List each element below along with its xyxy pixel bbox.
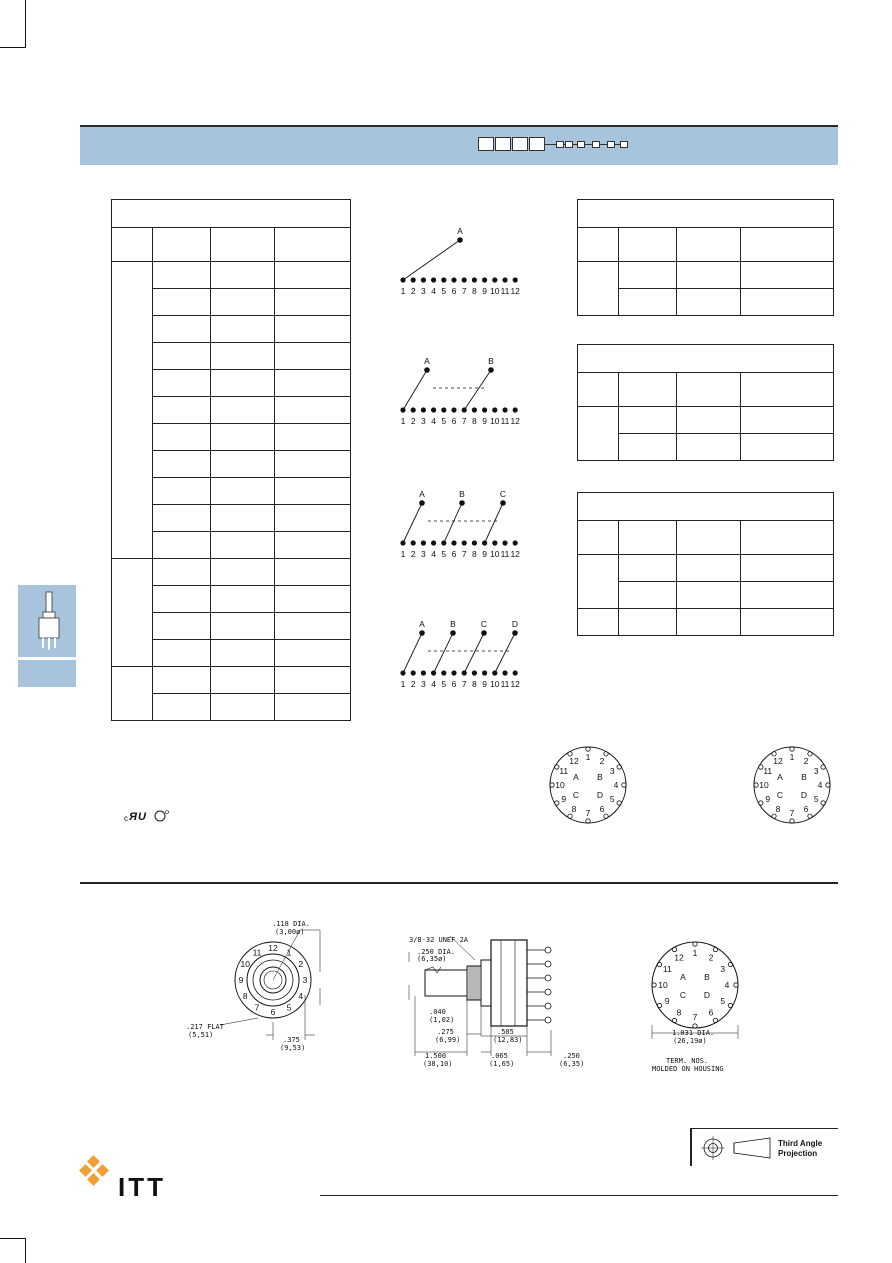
ordering-table-left bbox=[111, 199, 351, 721]
section-divider bbox=[80, 882, 838, 884]
contact-dot bbox=[492, 540, 497, 545]
terminal-number: 12 bbox=[773, 755, 783, 766]
terminal-number: 7 bbox=[692, 1012, 698, 1022]
contact-dot bbox=[431, 407, 436, 412]
contact-dot bbox=[472, 407, 477, 412]
dim-text: .250 DIA. bbox=[417, 948, 455, 956]
terminal-number: 3 bbox=[720, 964, 726, 974]
svg-text:U: U bbox=[138, 811, 146, 823]
dim-text: (1,65) bbox=[489, 1060, 515, 1068]
contact-number: 5 bbox=[441, 679, 447, 689]
contact-number: 6 bbox=[451, 679, 457, 689]
ul-cert-icon bbox=[124, 808, 178, 824]
contact-dot bbox=[411, 540, 416, 545]
pole-label: A bbox=[457, 226, 463, 236]
contact-number: 1 bbox=[400, 286, 406, 296]
contact-dot bbox=[513, 277, 518, 282]
terminal-lug bbox=[728, 962, 732, 966]
dim-text: .040 bbox=[429, 1008, 446, 1016]
note-text: TERM. NOS. bbox=[666, 1057, 709, 1065]
contact-number: 7 bbox=[461, 549, 467, 559]
terminal-lug bbox=[728, 1003, 732, 1007]
terminal-number: 8 bbox=[571, 804, 577, 815]
part-number-box bbox=[495, 137, 511, 151]
contact-number: 8 bbox=[472, 679, 477, 689]
contact-number: 10 bbox=[490, 286, 500, 296]
dial-number: 8 bbox=[242, 991, 248, 1001]
pole-label: D bbox=[511, 619, 519, 629]
dial-number: 6 bbox=[270, 1007, 276, 1017]
common-terminal-label: D bbox=[703, 990, 711, 1000]
contact-dot bbox=[482, 670, 487, 675]
terminal-lug bbox=[808, 752, 812, 756]
terminal-eye bbox=[545, 1017, 551, 1023]
dim-text: .375 bbox=[283, 1036, 300, 1044]
dial-number: 3 bbox=[302, 975, 308, 985]
terminal-number: 9 bbox=[765, 794, 771, 804]
dim-text: 3/8-32 UNEF 2A bbox=[409, 936, 469, 944]
part-number-option-box bbox=[607, 141, 615, 148]
contact-number: 12 bbox=[510, 416, 520, 426]
contact-number: 7 bbox=[461, 286, 467, 296]
contact-dot bbox=[421, 407, 426, 412]
contact-number: 11 bbox=[500, 286, 510, 296]
tab-divider bbox=[18, 657, 76, 660]
crop-mark bbox=[25, 0, 26, 48]
terminal-lug bbox=[713, 947, 717, 951]
footer-rule bbox=[320, 1195, 838, 1196]
contact-number: 3 bbox=[421, 416, 426, 426]
header-band bbox=[80, 125, 838, 165]
contact-dot bbox=[513, 540, 518, 545]
contact-dot bbox=[492, 277, 497, 282]
terminal-number: 9 bbox=[561, 794, 567, 804]
dim-text: .250 bbox=[563, 1052, 580, 1060]
contact-dot bbox=[472, 540, 477, 545]
pole-dot bbox=[450, 630, 456, 636]
part-number-option-box bbox=[577, 141, 585, 148]
terminal-number: 1 bbox=[585, 752, 591, 762]
contact-dot bbox=[462, 277, 467, 282]
contact-dot bbox=[472, 670, 477, 675]
contact-number: 8 bbox=[472, 549, 477, 559]
pole-arm bbox=[403, 503, 422, 543]
pole-dot bbox=[457, 237, 463, 243]
pole-arm bbox=[403, 240, 460, 280]
pole-label: C bbox=[499, 489, 507, 499]
terminal-lug bbox=[672, 947, 676, 951]
dial-number: 10 bbox=[240, 959, 251, 969]
terminal-lug bbox=[617, 765, 621, 769]
contact-number: 3 bbox=[421, 679, 426, 689]
contact-dot bbox=[451, 407, 456, 412]
contact-number: 9 bbox=[482, 416, 487, 426]
front-view-drawing bbox=[180, 910, 340, 1060]
contact-dot bbox=[441, 670, 446, 675]
dial-number: 1 bbox=[286, 947, 292, 958]
contact-dot bbox=[513, 670, 518, 675]
pole-dot bbox=[419, 630, 425, 636]
contact-number: 2 bbox=[410, 416, 416, 426]
contact-dot bbox=[451, 277, 456, 282]
common-terminal-label: B bbox=[801, 772, 807, 782]
rear-view-drawing bbox=[640, 935, 770, 1080]
dial-number: 4 bbox=[298, 991, 304, 1001]
contact-dot bbox=[502, 407, 507, 412]
dial-number: 9 bbox=[238, 975, 244, 985]
dim-text: (9,53) bbox=[280, 1044, 306, 1052]
pole-dot bbox=[459, 500, 465, 506]
part-number-option-box bbox=[592, 141, 600, 148]
pole-label: B bbox=[450, 619, 456, 629]
contact-dot bbox=[502, 277, 507, 282]
pole-dot bbox=[419, 500, 425, 506]
dim-text: (3,00ø) bbox=[275, 928, 305, 936]
common-terminal-label: A bbox=[573, 772, 579, 782]
terminal-number: 11 bbox=[662, 964, 672, 974]
terminal-number: 1 bbox=[692, 948, 698, 958]
contact-number: 5 bbox=[441, 416, 447, 426]
dim-text: (6,35ø) bbox=[417, 955, 447, 963]
terminal-number: 11 bbox=[559, 766, 569, 776]
contact-dot bbox=[411, 670, 416, 675]
pole-dot bbox=[481, 630, 487, 636]
contact-number: 7 bbox=[461, 679, 467, 689]
terminal-eye bbox=[545, 975, 551, 981]
pole-arm bbox=[464, 370, 491, 410]
part-number-box bbox=[529, 137, 545, 151]
dim-text: .217 FLAT bbox=[186, 1023, 224, 1031]
terminal-lug bbox=[568, 814, 572, 818]
pole-arm bbox=[434, 633, 453, 673]
crop-mark bbox=[25, 1238, 26, 1263]
common-terminal-label: C bbox=[572, 790, 580, 800]
terminal-number: 10 bbox=[555, 780, 565, 790]
pole-label: A bbox=[419, 489, 425, 499]
pole-arm bbox=[444, 503, 462, 543]
terminal-number: 2 bbox=[708, 952, 714, 963]
part-number-option-box bbox=[556, 141, 564, 148]
terminal-lug bbox=[821, 765, 825, 769]
terminal-diagram-a bbox=[545, 742, 631, 828]
pole-label: A bbox=[419, 619, 425, 629]
crop-mark bbox=[0, 47, 26, 48]
contact-number: 11 bbox=[500, 549, 510, 559]
terminal-number: 6 bbox=[708, 1007, 714, 1018]
contact-dot bbox=[492, 670, 497, 675]
ordering-table-right-2 bbox=[577, 344, 834, 461]
terminal-lug bbox=[604, 752, 608, 756]
contact-number: 3 bbox=[421, 286, 426, 296]
terminal-number: 8 bbox=[676, 1007, 682, 1018]
contact-number: 10 bbox=[490, 416, 500, 426]
contact-dot bbox=[472, 277, 477, 282]
terminal-lug bbox=[657, 1003, 661, 1007]
dim-text: (5,51) bbox=[188, 1031, 214, 1039]
contact-number: 1 bbox=[400, 679, 406, 689]
terminal-number: 2 bbox=[599, 755, 605, 766]
pole-arm bbox=[485, 503, 503, 543]
common-terminal-label: A bbox=[680, 972, 686, 982]
dial-number: 5 bbox=[286, 1002, 292, 1013]
contact-dot bbox=[462, 540, 467, 545]
terminal-eye bbox=[545, 961, 551, 967]
contact-number: 12 bbox=[510, 679, 520, 689]
schematics bbox=[395, 225, 535, 695]
svg-text:c: c bbox=[124, 814, 128, 823]
contact-dot bbox=[482, 407, 487, 412]
contact-number: 9 bbox=[482, 286, 487, 296]
pole-arm bbox=[403, 370, 427, 410]
terminal-number: 10 bbox=[759, 780, 769, 790]
terminal-eye bbox=[545, 947, 551, 953]
common-terminal-label: B bbox=[704, 972, 710, 982]
terminal-number: 5 bbox=[720, 996, 726, 1006]
dim-text: .275 bbox=[437, 1028, 454, 1036]
dim-text: 1.500 bbox=[425, 1052, 447, 1060]
contact-number: 4 bbox=[431, 286, 436, 296]
itt-logo-icon bbox=[78, 1155, 112, 1189]
dim-text: .065 bbox=[491, 1052, 508, 1060]
terminal-number: 2 bbox=[803, 755, 809, 766]
dim-text: (38,10) bbox=[423, 1060, 453, 1068]
dim-text: (6,99) bbox=[435, 1036, 461, 1044]
terminal-number: 4 bbox=[613, 780, 619, 790]
terminal-number: 8 bbox=[775, 804, 781, 815]
contact-dot bbox=[502, 670, 507, 675]
contact-dot bbox=[451, 540, 456, 545]
terminal-eye bbox=[545, 989, 551, 995]
contact-number: 8 bbox=[472, 416, 477, 426]
contact-number: 8 bbox=[472, 286, 477, 296]
contact-dot bbox=[421, 277, 426, 282]
third-angle-projection-icon bbox=[700, 1135, 776, 1161]
contact-dot bbox=[441, 540, 446, 545]
terminal-number: 6 bbox=[803, 804, 809, 815]
terminal-lug bbox=[617, 801, 621, 805]
pole-dot bbox=[500, 500, 506, 506]
dim-text: (1,02) bbox=[429, 1016, 455, 1024]
projection-label-line1: Third Angle bbox=[778, 1139, 823, 1148]
contact-dot bbox=[421, 540, 426, 545]
contact-dot bbox=[411, 407, 416, 412]
contact-number: 1 bbox=[400, 416, 406, 426]
common-terminal-label: C bbox=[776, 790, 784, 800]
contact-dot bbox=[502, 540, 507, 545]
terminal-diagram-b bbox=[749, 742, 835, 828]
contact-number: 6 bbox=[451, 286, 457, 296]
contact-number: 9 bbox=[482, 679, 487, 689]
dim-text: (6,35) bbox=[559, 1060, 585, 1068]
terminal-number: 3 bbox=[609, 766, 615, 776]
terminal-number: 12 bbox=[674, 952, 684, 963]
contact-number: 12 bbox=[510, 286, 520, 296]
brand-name: ITT bbox=[118, 1172, 166, 1202]
terminal-lug bbox=[657, 962, 661, 966]
common-terminal-label: B bbox=[597, 772, 603, 782]
contact-dot bbox=[411, 277, 416, 282]
pole-arm bbox=[403, 633, 422, 673]
pole-dot bbox=[424, 367, 430, 373]
side-view-drawing bbox=[395, 930, 595, 1075]
contact-dot bbox=[492, 407, 497, 412]
terminal-lug bbox=[604, 814, 608, 818]
dim-text: .505 bbox=[497, 1028, 514, 1036]
contact-number: 11 bbox=[500, 679, 510, 689]
terminal-number: 1 bbox=[789, 752, 795, 762]
pole-dot bbox=[488, 367, 494, 373]
common-terminal-label: D bbox=[800, 790, 808, 800]
dial-number: 12 bbox=[268, 943, 278, 953]
contact-number: 9 bbox=[482, 549, 487, 559]
pole-label: C bbox=[480, 619, 488, 629]
part-number-option-box bbox=[565, 141, 573, 148]
terminal-lug bbox=[772, 814, 776, 818]
common-terminal-label: C bbox=[679, 990, 687, 1000]
contact-number: 10 bbox=[490, 549, 500, 559]
terminal-lug bbox=[672, 1018, 676, 1022]
pole-label: B bbox=[488, 356, 494, 366]
rotary-switch-icon bbox=[34, 590, 64, 654]
pole-arm bbox=[464, 633, 484, 673]
contact-dot bbox=[451, 670, 456, 675]
terminal-number: 3 bbox=[813, 766, 819, 776]
dial-number: 2 bbox=[298, 959, 304, 969]
terminal-number: 5 bbox=[609, 794, 615, 804]
contact-dot bbox=[513, 407, 518, 412]
contact-dot bbox=[431, 540, 436, 545]
terminal-lug bbox=[821, 801, 825, 805]
contact-number: 5 bbox=[441, 549, 447, 559]
terminal-number: 4 bbox=[724, 980, 730, 990]
projection-label bbox=[778, 1139, 822, 1159]
terminal-number: 12 bbox=[569, 755, 579, 766]
dim-text: (26,19ø) bbox=[673, 1037, 707, 1045]
note-text: MOLDED ON HOUSING bbox=[652, 1065, 724, 1073]
contact-number: 10 bbox=[490, 679, 500, 689]
contact-number: 2 bbox=[410, 679, 416, 689]
dim-text: .118 DIA. bbox=[272, 920, 310, 928]
terminal-eye bbox=[545, 1003, 551, 1009]
terminal-lug bbox=[808, 814, 812, 818]
contact-number: 6 bbox=[451, 549, 457, 559]
contact-number: 6 bbox=[451, 416, 457, 426]
ordering-table-right-3 bbox=[577, 492, 834, 636]
terminal-lug bbox=[759, 801, 763, 805]
common-terminal-label: D bbox=[596, 790, 604, 800]
pole-label: B bbox=[459, 489, 465, 499]
contact-dot bbox=[431, 277, 436, 282]
pole-label: A bbox=[424, 356, 430, 366]
contact-number: 4 bbox=[431, 679, 436, 689]
contact-number: 1 bbox=[400, 549, 406, 559]
terminal-lug bbox=[713, 1018, 717, 1022]
ordering-table-right-1 bbox=[577, 199, 834, 316]
contact-dot bbox=[441, 407, 446, 412]
contact-dot bbox=[441, 277, 446, 282]
terminal-number: 4 bbox=[817, 780, 823, 790]
pole-dot bbox=[512, 630, 518, 636]
contact-dot bbox=[482, 277, 487, 282]
terminal-lug bbox=[555, 801, 559, 805]
contact-number: 4 bbox=[431, 416, 436, 426]
projection-label-line2: Projection bbox=[778, 1149, 818, 1158]
contact-dot bbox=[421, 670, 426, 675]
contact-number: 2 bbox=[410, 286, 416, 296]
part-number-box bbox=[512, 137, 528, 151]
pole-arm bbox=[495, 633, 515, 673]
terminal-number: 6 bbox=[599, 804, 605, 815]
common-terminal-label: A bbox=[777, 772, 783, 782]
dim-text: 1.031 DIA. bbox=[672, 1029, 715, 1037]
contact-number: 3 bbox=[421, 549, 426, 559]
part-number-option-box bbox=[620, 141, 628, 148]
terminal-number: 10 bbox=[658, 980, 668, 990]
terminal-number: 11 bbox=[763, 766, 773, 776]
contact-number: 12 bbox=[510, 549, 520, 559]
terminal-number: 5 bbox=[813, 794, 819, 804]
contact-number: 5 bbox=[441, 286, 447, 296]
contact-number: 7 bbox=[461, 416, 467, 426]
terminal-number: 9 bbox=[664, 996, 670, 1006]
dial-number: 11 bbox=[252, 947, 262, 958]
crop-mark bbox=[0, 1238, 26, 1239]
dial-number: 7 bbox=[254, 1002, 260, 1013]
contact-number: 4 bbox=[431, 549, 436, 559]
contact-number: 2 bbox=[410, 549, 416, 559]
part-number-box bbox=[478, 137, 494, 151]
terminal-number: 7 bbox=[789, 808, 795, 818]
svg-text:Я: Я bbox=[129, 811, 138, 823]
dim-text: (12,83) bbox=[493, 1036, 523, 1044]
contact-number: 11 bbox=[500, 416, 510, 426]
terminal-number: 7 bbox=[585, 808, 591, 818]
